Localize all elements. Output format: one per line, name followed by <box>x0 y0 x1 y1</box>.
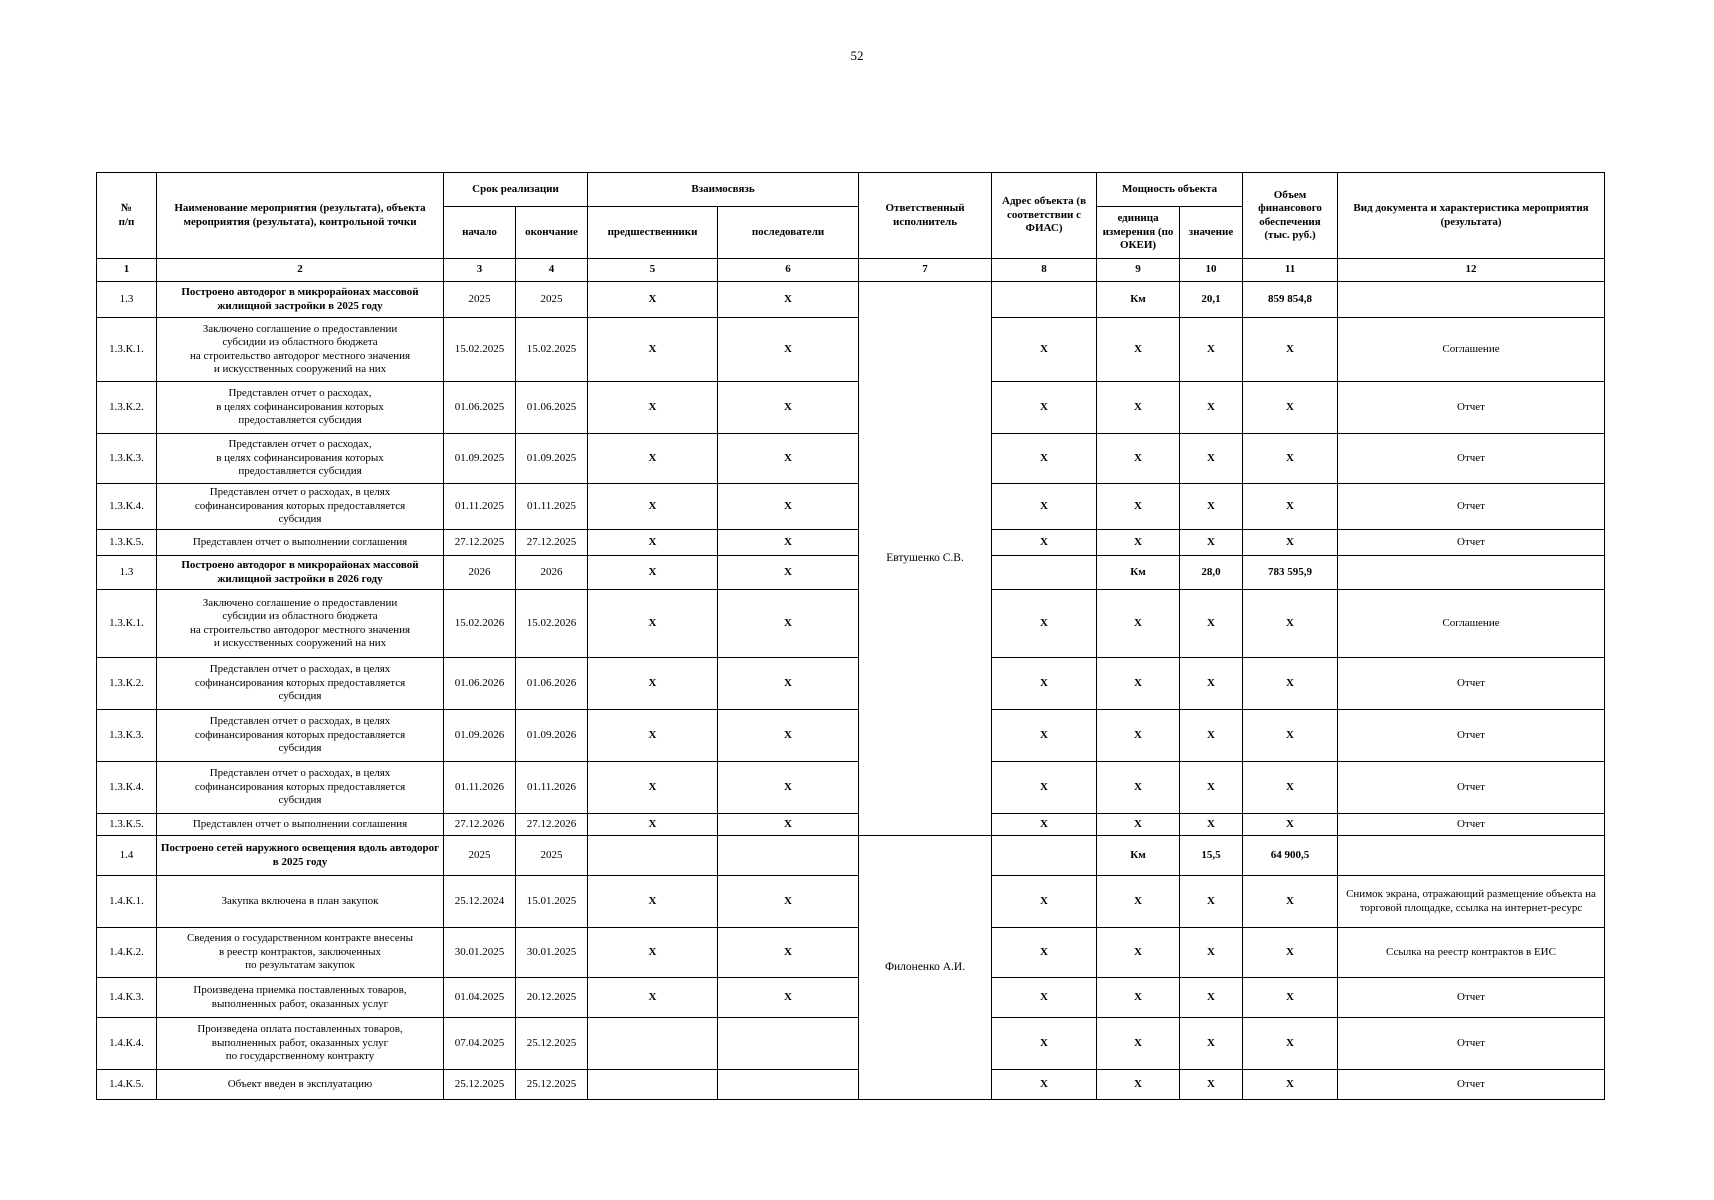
event-name: Произведена оплата поставленных товаров, выполненных работ, оказанных услуг по государственному контракту <box>157 1018 444 1070</box>
term-end: 01.06.2025 <box>516 382 588 434</box>
address-cell: Х <box>992 434 1097 484</box>
term-end: 2026 <box>516 556 588 590</box>
row-number: 1.3.К.3. <box>97 434 157 484</box>
term-start: 25.12.2024 <box>444 876 516 928</box>
term-end: 2025 <box>516 836 588 876</box>
table-row <box>97 282 1605 318</box>
address-cell: Х <box>992 658 1097 710</box>
value-cell: Х <box>1180 658 1243 710</box>
event-name: Закупка включена в план закупок <box>157 876 444 928</box>
predecessors-cell: Х <box>588 710 718 762</box>
table-row <box>97 556 1605 590</box>
table-row <box>97 836 1605 876</box>
finance-cell: 64 900,5 <box>1243 836 1338 876</box>
term-end: 27.12.2025 <box>516 530 588 556</box>
document-cell: Снимок экрана, отражающий размещение объекта на торговой площадке, ссылка на интернет-ресурс <box>1338 876 1605 928</box>
document-cell: Соглашение <box>1338 318 1605 382</box>
row-number: 1.4.К.4. <box>97 1018 157 1070</box>
finance-cell: Х <box>1243 928 1338 978</box>
header-term-start: начало <box>444 207 516 259</box>
unit-cell: Х <box>1097 710 1180 762</box>
term-start: 01.11.2025 <box>444 484 516 530</box>
term-end: 15.01.2025 <box>516 876 588 928</box>
column-number: 4 <box>516 259 588 282</box>
term-start: 25.12.2025 <box>444 1070 516 1100</box>
value-cell: Х <box>1180 814 1243 836</box>
header-doc: Вид документа и характеристика мероприятия (результата) <box>1338 173 1605 259</box>
table-row <box>97 1018 1605 1070</box>
value-cell: Х <box>1180 484 1243 530</box>
term-end: 27.12.2026 <box>516 814 588 836</box>
value-cell: Х <box>1180 710 1243 762</box>
term-start: 2026 <box>444 556 516 590</box>
column-number: 1 <box>97 259 157 282</box>
row-number: 1.4.К.3. <box>97 978 157 1018</box>
successors-cell: Х <box>718 710 859 762</box>
address-cell: Х <box>992 978 1097 1018</box>
value-cell: Х <box>1180 1018 1243 1070</box>
successors-cell: Х <box>718 434 859 484</box>
predecessors-cell: Х <box>588 762 718 814</box>
executor-cell: Евтушенко С.В. <box>859 282 992 836</box>
column-numbers-row <box>97 259 1605 282</box>
finance-cell: Х <box>1243 318 1338 382</box>
unit-cell: Х <box>1097 530 1180 556</box>
term-end: 01.11.2026 <box>516 762 588 814</box>
term-start: 27.12.2025 <box>444 530 516 556</box>
predecessors-cell: Х <box>588 318 718 382</box>
address-cell: Х <box>992 710 1097 762</box>
unit-cell: Км <box>1097 556 1180 590</box>
predecessors-cell: Х <box>588 658 718 710</box>
address-cell: Х <box>992 1018 1097 1070</box>
address-cell: Х <box>992 814 1097 836</box>
document-cell: Отчет <box>1338 658 1605 710</box>
term-start: 01.06.2026 <box>444 658 516 710</box>
unit-cell: Х <box>1097 762 1180 814</box>
document-cell: Отчет <box>1338 434 1605 484</box>
header-term: Срок реализации <box>444 173 588 207</box>
event-name: Сведения о государственном контракте внесены в реестр контрактов, заключенных по результатам закупок <box>157 928 444 978</box>
table-row <box>97 710 1605 762</box>
unit-cell: Х <box>1097 928 1180 978</box>
row-number: 1.3.К.5. <box>97 530 157 556</box>
unit-cell: Х <box>1097 876 1180 928</box>
successors-cell: Х <box>718 318 859 382</box>
value-cell: Х <box>1180 530 1243 556</box>
finance-cell: Х <box>1243 814 1338 836</box>
event-name: Представлен отчет о расходах, в целях софинансирования которых предоставляется субсидия <box>157 382 444 434</box>
document-cell: Отчет <box>1338 762 1605 814</box>
unit-cell: Х <box>1097 382 1180 434</box>
successors-cell: Х <box>718 282 859 318</box>
table-row <box>97 658 1605 710</box>
predecessors-cell <box>588 1018 718 1070</box>
finance-cell: Х <box>1243 762 1338 814</box>
term-end: 15.02.2025 <box>516 318 588 382</box>
successors-cell <box>718 1018 859 1070</box>
event-name: Построено сетей наружного освещения вдоль автодорог в 2025 году <box>157 836 444 876</box>
predecessors-cell: Х <box>588 928 718 978</box>
table-row <box>97 978 1605 1018</box>
finance-cell: Х <box>1243 590 1338 658</box>
term-start: 01.06.2025 <box>444 382 516 434</box>
document-cell: Отчет <box>1338 814 1605 836</box>
document-cell: Отчет <box>1338 382 1605 434</box>
unit-cell: Х <box>1097 1018 1180 1070</box>
row-number: 1.3.К.4. <box>97 484 157 530</box>
header-address: Адрес объекта (в соответствии с ФИАС) <box>992 173 1097 259</box>
finance-cell: Х <box>1243 1070 1338 1100</box>
row-number: 1.3.К.2. <box>97 658 157 710</box>
table-row <box>97 434 1605 484</box>
column-number: 10 <box>1180 259 1243 282</box>
column-number: 12 <box>1338 259 1605 282</box>
table-row <box>97 814 1605 836</box>
finance-cell: Х <box>1243 1018 1338 1070</box>
table-row <box>97 590 1605 658</box>
successors-cell <box>718 836 859 876</box>
term-start: 15.02.2026 <box>444 590 516 658</box>
term-start: 2025 <box>444 836 516 876</box>
document-cell: Соглашение <box>1338 590 1605 658</box>
address-cell <box>992 836 1097 876</box>
row-number: 1.3.К.5. <box>97 814 157 836</box>
finance-cell: Х <box>1243 484 1338 530</box>
header-capacity: Мощность объекта <box>1097 173 1243 207</box>
predecessors-cell: Х <box>588 814 718 836</box>
event-name: Представлен отчет о расходах, в целях софинансирования которых предоставляется субсидия <box>157 710 444 762</box>
value-cell: 20,1 <box>1180 282 1243 318</box>
term-start: 01.09.2025 <box>444 434 516 484</box>
unit-cell: Х <box>1097 484 1180 530</box>
unit-cell: Х <box>1097 978 1180 1018</box>
term-end: 25.12.2025 <box>516 1070 588 1100</box>
header-relation: Взаимосвязь <box>588 173 859 207</box>
term-start: 01.11.2026 <box>444 762 516 814</box>
plan-table <box>96 172 1605 1100</box>
document-cell: Ссылка на реестр контрактов в ЕИС <box>1338 928 1605 978</box>
successors-cell: Х <box>718 762 859 814</box>
table-row <box>97 484 1605 530</box>
plan-table-body <box>97 282 1605 1100</box>
row-number: 1.4.К.2. <box>97 928 157 978</box>
term-end: 20.12.2025 <box>516 978 588 1018</box>
column-number: 7 <box>859 259 992 282</box>
document-cell: Отчет <box>1338 530 1605 556</box>
header-finance: Объем финансового обеспечения (тыс. руб.) <box>1243 173 1338 259</box>
term-end: 01.09.2025 <box>516 434 588 484</box>
document-cell: Отчет <box>1338 978 1605 1018</box>
predecessors-cell: Х <box>588 556 718 590</box>
term-end: 01.11.2025 <box>516 484 588 530</box>
term-start: 15.02.2025 <box>444 318 516 382</box>
address-cell <box>992 556 1097 590</box>
term-end: 25.12.2025 <box>516 1018 588 1070</box>
row-number: 1.3.К.1. <box>97 318 157 382</box>
row-number: 1.4.К.1. <box>97 876 157 928</box>
predecessors-cell: Х <box>588 434 718 484</box>
address-cell: Х <box>992 484 1097 530</box>
event-name: Заключено соглашение о предоставлении субсидии из областного бюджета на строительство автодорог местного значения и искусственных сооружений на них <box>157 590 444 658</box>
column-number: 2 <box>157 259 444 282</box>
value-cell: Х <box>1180 382 1243 434</box>
column-number: 3 <box>444 259 516 282</box>
successors-cell: Х <box>718 484 859 530</box>
finance-cell: Х <box>1243 382 1338 434</box>
predecessors-cell: Х <box>588 282 718 318</box>
header-executor: Ответственный исполнитель <box>859 173 992 259</box>
term-start: 30.01.2025 <box>444 928 516 978</box>
header-num: № п/п <box>97 173 157 259</box>
event-name: Заключено соглашение о предоставлении субсидии из областного бюджета на строительство автодорог местного значения и искусственных сооружений на них <box>157 318 444 382</box>
finance-cell: Х <box>1243 530 1338 556</box>
executor-cell: Филоненко А.И. <box>859 836 992 1100</box>
value-cell: Х <box>1180 1070 1243 1100</box>
address-cell: Х <box>992 318 1097 382</box>
value-cell: Х <box>1180 590 1243 658</box>
term-end: 2025 <box>516 282 588 318</box>
unit-cell: Км <box>1097 836 1180 876</box>
predecessors-cell: Х <box>588 530 718 556</box>
table-row <box>97 530 1605 556</box>
event-name: Представлен отчет о выполнении соглашения <box>157 814 444 836</box>
term-start: 07.04.2025 <box>444 1018 516 1070</box>
successors-cell: Х <box>718 590 859 658</box>
row-number: 1.3.К.1. <box>97 590 157 658</box>
successors-cell: Х <box>718 556 859 590</box>
unit-cell: Х <box>1097 814 1180 836</box>
table-row <box>97 928 1605 978</box>
value-cell: Х <box>1180 978 1243 1018</box>
header-unit: единица измерения (по ОКЕИ) <box>1097 207 1180 259</box>
successors-cell <box>718 1070 859 1100</box>
term-end: 30.01.2025 <box>516 928 588 978</box>
column-number: 5 <box>588 259 718 282</box>
predecessors-cell: Х <box>588 484 718 530</box>
table-row <box>97 318 1605 382</box>
unit-cell: Х <box>1097 658 1180 710</box>
event-name: Представлен отчет о расходах, в целях софинансирования которых предоставляется субсидия <box>157 434 444 484</box>
document-cell: Отчет <box>1338 484 1605 530</box>
address-cell: Х <box>992 762 1097 814</box>
successors-cell: Х <box>718 876 859 928</box>
document-cell: Отчет <box>1338 1070 1605 1100</box>
successors-cell: Х <box>718 658 859 710</box>
value-cell: 28,0 <box>1180 556 1243 590</box>
event-name: Произведена приемка поставленных товаров, выполненных работ, оказанных услуг <box>157 978 444 1018</box>
row-number: 1.3.К.3. <box>97 710 157 762</box>
successors-cell: Х <box>718 978 859 1018</box>
row-number: 1.3.К.4. <box>97 762 157 814</box>
finance-cell: 859 854,8 <box>1243 282 1338 318</box>
column-number: 11 <box>1243 259 1338 282</box>
table-row <box>97 762 1605 814</box>
event-name: Построено автодорог в микрорайонах массовой жилищной застройки в 2026 году <box>157 556 444 590</box>
term-start: 01.04.2025 <box>444 978 516 1018</box>
page-number: 52 <box>850 48 864 63</box>
column-number: 9 <box>1097 259 1180 282</box>
unit-cell: Км <box>1097 282 1180 318</box>
row-number: 1.3 <box>97 282 157 318</box>
header-term-end: окончание <box>516 207 588 259</box>
address-cell: Х <box>992 1070 1097 1100</box>
row-number: 1.4 <box>97 836 157 876</box>
document-cell: Отчет <box>1338 710 1605 762</box>
term-start: 2025 <box>444 282 516 318</box>
column-number: 6 <box>718 259 859 282</box>
predecessors-cell: Х <box>588 590 718 658</box>
row-number: 1.3 <box>97 556 157 590</box>
value-cell: Х <box>1180 762 1243 814</box>
address-cell: Х <box>992 928 1097 978</box>
unit-cell: Х <box>1097 590 1180 658</box>
document-cell: Отчет <box>1338 1018 1605 1070</box>
header-successors: последователи <box>718 207 859 259</box>
value-cell: Х <box>1180 876 1243 928</box>
term-end: 01.09.2026 <box>516 710 588 762</box>
table-row <box>97 1070 1605 1100</box>
finance-cell: Х <box>1243 710 1338 762</box>
header-value: значение <box>1180 207 1243 259</box>
successors-cell: Х <box>718 928 859 978</box>
event-name: Объект введен в эксплуатацию <box>157 1070 444 1100</box>
finance-cell: Х <box>1243 434 1338 484</box>
term-end: 15.02.2026 <box>516 590 588 658</box>
header-name: Наименование мероприятия (результата), объекта мероприятия (результата), контрольной точки <box>157 173 444 259</box>
table-row <box>97 382 1605 434</box>
predecessors-cell: Х <box>588 382 718 434</box>
address-cell: Х <box>992 382 1097 434</box>
finance-cell: 783 595,9 <box>1243 556 1338 590</box>
event-name: Построено автодорог в микрорайонах массовой жилищной застройки в 2025 году <box>157 282 444 318</box>
finance-cell: Х <box>1243 978 1338 1018</box>
column-number: 8 <box>992 259 1097 282</box>
successors-cell: Х <box>718 814 859 836</box>
unit-cell: Х <box>1097 1070 1180 1100</box>
address-cell: Х <box>992 876 1097 928</box>
successors-cell: Х <box>718 382 859 434</box>
predecessors-cell <box>588 836 718 876</box>
header-predecessors: предшественники <box>588 207 718 259</box>
term-start: 27.12.2026 <box>444 814 516 836</box>
document-cell <box>1338 836 1605 876</box>
document-cell <box>1338 282 1605 318</box>
event-name: Представлен отчет о выполнении соглашения <box>157 530 444 556</box>
row-number: 1.3.К.2. <box>97 382 157 434</box>
value-cell: Х <box>1180 434 1243 484</box>
value-cell: Х <box>1180 318 1243 382</box>
predecessors-cell: Х <box>588 978 718 1018</box>
predecessors-cell <box>588 1070 718 1100</box>
term-start: 01.09.2026 <box>444 710 516 762</box>
value-cell: 15,5 <box>1180 836 1243 876</box>
event-name: Представлен отчет о расходах, в целях софинансирования которых предоставляется субсидия <box>157 658 444 710</box>
unit-cell: Х <box>1097 434 1180 484</box>
finance-cell: Х <box>1243 876 1338 928</box>
predecessors-cell: Х <box>588 876 718 928</box>
unit-cell: Х <box>1097 318 1180 382</box>
row-number: 1.4.К.5. <box>97 1070 157 1100</box>
term-end: 01.06.2026 <box>516 658 588 710</box>
address-cell <box>992 282 1097 318</box>
address-cell: Х <box>992 590 1097 658</box>
event-name: Представлен отчет о расходах, в целях софинансирования которых предоставляется субсидия <box>157 484 444 530</box>
value-cell: Х <box>1180 928 1243 978</box>
document-cell <box>1338 556 1605 590</box>
event-name: Представлен отчет о расходах, в целях софинансирования которых предоставляется субсидия <box>157 762 444 814</box>
finance-cell: Х <box>1243 658 1338 710</box>
successors-cell: Х <box>718 530 859 556</box>
table-row <box>97 876 1605 928</box>
address-cell: Х <box>992 530 1097 556</box>
